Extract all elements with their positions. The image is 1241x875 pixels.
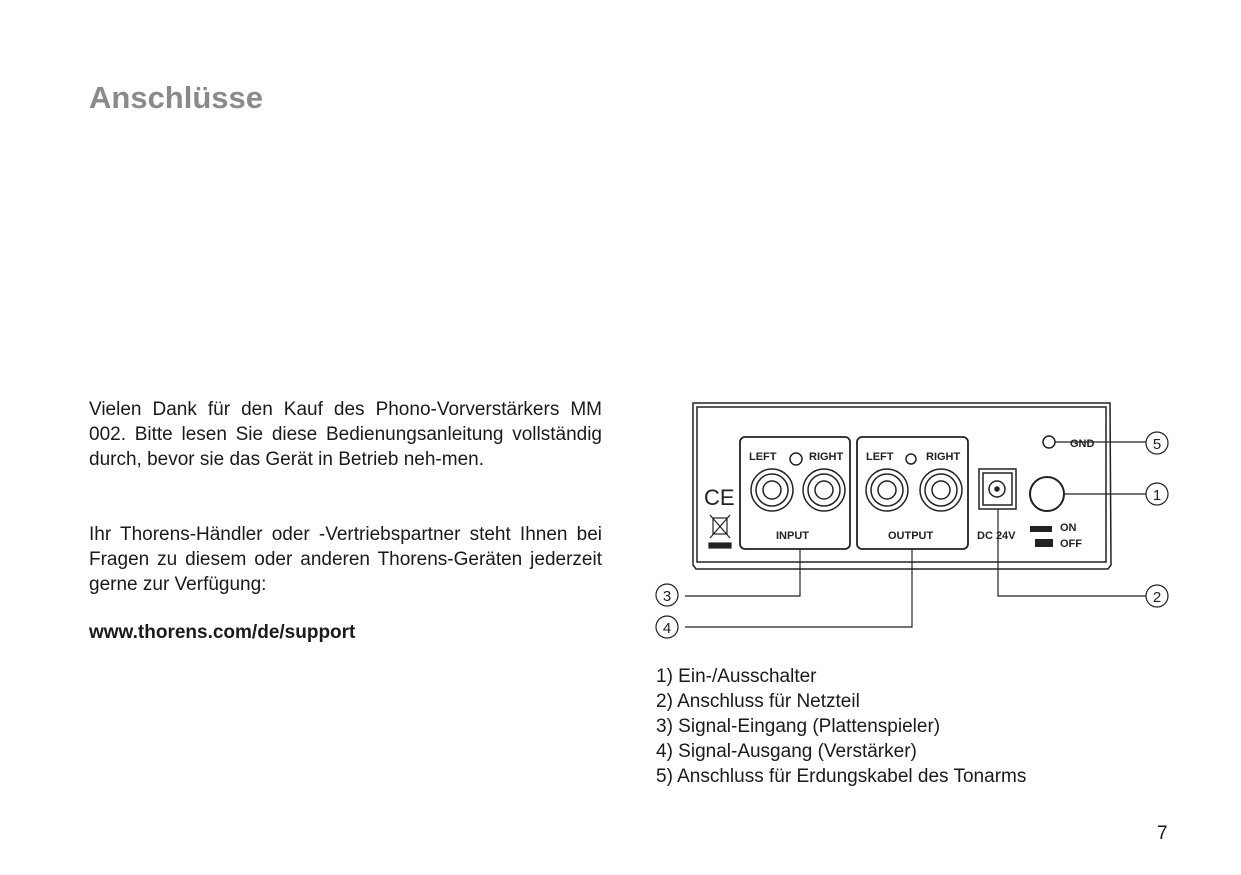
page-title: Anschlüsse [89,80,264,115]
dc-label: DC 24V [977,530,1016,542]
gnd-terminal[interactable] [1043,436,1055,448]
input-left-rca-jack[interactable] [751,469,793,511]
legend-item: 3) Signal-Eingang (Plattenspieler) [656,716,941,737]
weee-bin-icon [709,515,731,548]
legend-item: 5) Anschluss für Erdungskabel des Tonarms [656,766,1027,787]
ce-mark: CE [704,485,735,510]
input-label: INPUT [776,530,809,542]
output-indicator [906,454,916,464]
input-right-label: RIGHT [809,451,844,463]
callout-3-number: 3 [662,588,672,605]
legend-item: 2) Anschluss für Netzteil [656,691,860,712]
rear-panel-diagram [650,395,1180,640]
input-ground-screw [790,453,802,465]
connection-legend [656,664,1026,789]
dealer-paragraph: Ihr Thorens-Händler oder -Vertriebspartner steht Ihnen bei Fragen zu diesem oder anderen Thorens-Geräten jederzeit gerne zur Verfügung: [89,524,602,595]
support-link[interactable]: www.thorens.com/de/support [89,622,356,643]
output-left-rca-jack[interactable] [866,469,908,511]
callout-5-number: 5 [1152,436,1162,453]
callout-2-number: 2 [1152,589,1162,606]
power-button[interactable] [1030,477,1064,511]
output-left-label: LEFT [866,451,894,463]
on-label: ON [1060,522,1077,534]
gnd-label: GND [1070,438,1095,450]
callout-1-number: 1 [1152,487,1162,504]
output-label: OUTPUT [888,530,934,542]
legend-item: 1) Ein-/Ausschalter [656,666,817,687]
input-right-rca-jack[interactable] [803,469,845,511]
output-right-label: RIGHT [926,451,961,463]
page-number: 7 [1157,823,1168,844]
legend-item: 4) Signal-Ausgang (Verstärker) [656,741,917,762]
dc-power-socket[interactable] [979,469,1016,509]
off-label: OFF [1060,538,1082,550]
off-switch-symbol [1035,539,1053,547]
intro-paragraph: Vielen Dank für den Kauf des Phono-Vorverstärkers MM 002. Bitte lesen Sie diese Bedienungsanleitung vollständig durch, bevor sie das Gerät in Betrieb neh-men. [89,399,602,470]
on-switch-symbol [1030,526,1052,532]
output-right-rca-jack[interactable] [920,469,962,511]
input-left-label: LEFT [749,451,777,463]
callout-4-number: 4 [662,620,672,637]
